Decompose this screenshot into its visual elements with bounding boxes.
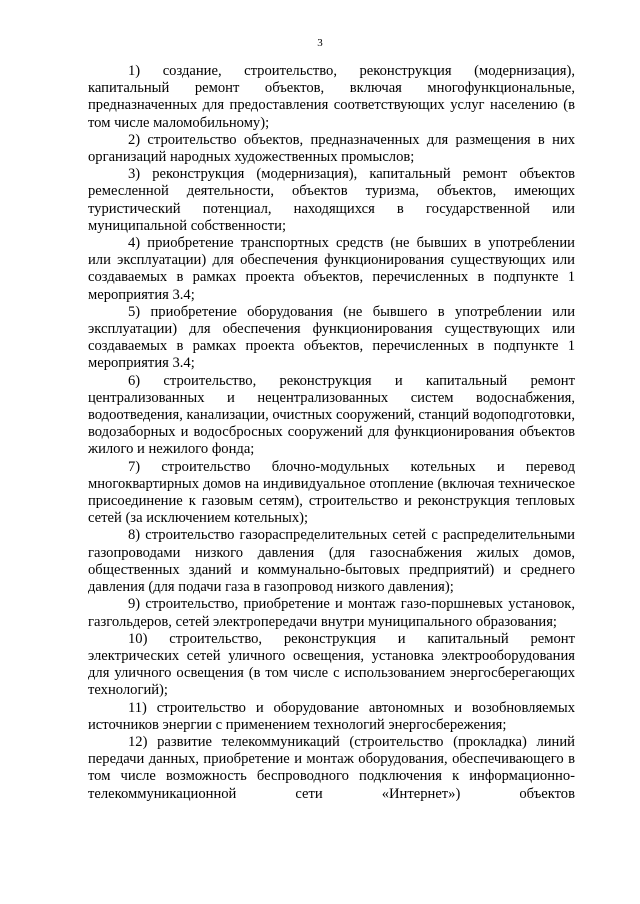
list-item-5: 5) приобретение оборудования (не бывшего в употреблении или эксплуатации) для обеспечения функционирования существующих или создаваемых в рамках проекта объектов, перечисленных в подпункте 1 мероприятия 3.4; bbox=[88, 303, 575, 372]
list-item-11: 11) строительство и оборудование автономных и возобновляемых источников энергии с применением технологий энергосбережения; bbox=[88, 699, 575, 733]
list-item-10: 10) строительство, реконструкция и капитальный ремонт электрических сетей уличного освещения, установка электрооборудования для уличного освещения (в том числе с использованием энергосберегающих технологий); bbox=[88, 630, 575, 699]
list-item-12: 12) развитие телекоммуникаций (строительство (прокладка) линий передачи данных, приобретение и монтаж оборудования, обеспечивающего в том числе возможность беспроводного подключения к информационно-телекоммуникационной сети «Интернет») объектов bbox=[88, 733, 575, 802]
list-item-1: 1) создание, строительство, реконструкция (модернизация), капитальный ремонт объектов, включая многофункциональные, предназначенных для предоставления соответствующих услуг населению (в том числе маломобильному); bbox=[88, 63, 575, 131]
list-item-8: 8) строительство газораспределительных сетей с распределительными газопроводами низкого давления (для газоснабжения жилых домов, общественных зданий и коммунально-бытовых предприятий) и среднего давления (для подачи газа в газопровод низкого давления); bbox=[88, 527, 575, 596]
list-item-9: 9) строительство, приобретение и монтаж газо-поршневых установок, газгольдеров, сетей электропередачи внутри муниципального образования; bbox=[88, 596, 575, 630]
list-item-3: 3) реконструкция (модернизация), капитальный ремонт объектов ремесленной деятельности, объектов туризма, объектов, имеющих туристический потенциал, находящихся в государственной или муниципальной собственности; bbox=[88, 166, 575, 234]
document-body bbox=[88, 63, 575, 803]
list-item-4: 4) приобретение транспортных средств (не бывших в употреблении или эксплуатации) для обеспечения функционирования существующих или создаваемых в рамках проекта объектов, перечисленных в подпункте 1 мероприятия 3.4; bbox=[88, 235, 575, 303]
list-item-2: 2) строительство объектов, предназначенных для размещения в них организаций народных художественных промыслов; bbox=[88, 131, 575, 166]
list-item-7: 7) строительство блочно-модульных котельных и перевод многоквартирных домов на индивидуальное отопление (включая техническое присоединение к газовым сетям), строительство и реконструкция тепловых сетей (за исключением котельных); bbox=[88, 458, 575, 527]
page-number: 3 bbox=[317, 37, 323, 49]
list-item-6: 6) строительство, реконструкция и капитальный ремонт централизованных и нецентрализованных систем водоснабжения, водоотведения, канализации, очистных сооружений, станций водоподготовки, водозаборных и водосбросных сооружений для функционирования объектов жилого и нежилого фонда; bbox=[88, 372, 575, 458]
